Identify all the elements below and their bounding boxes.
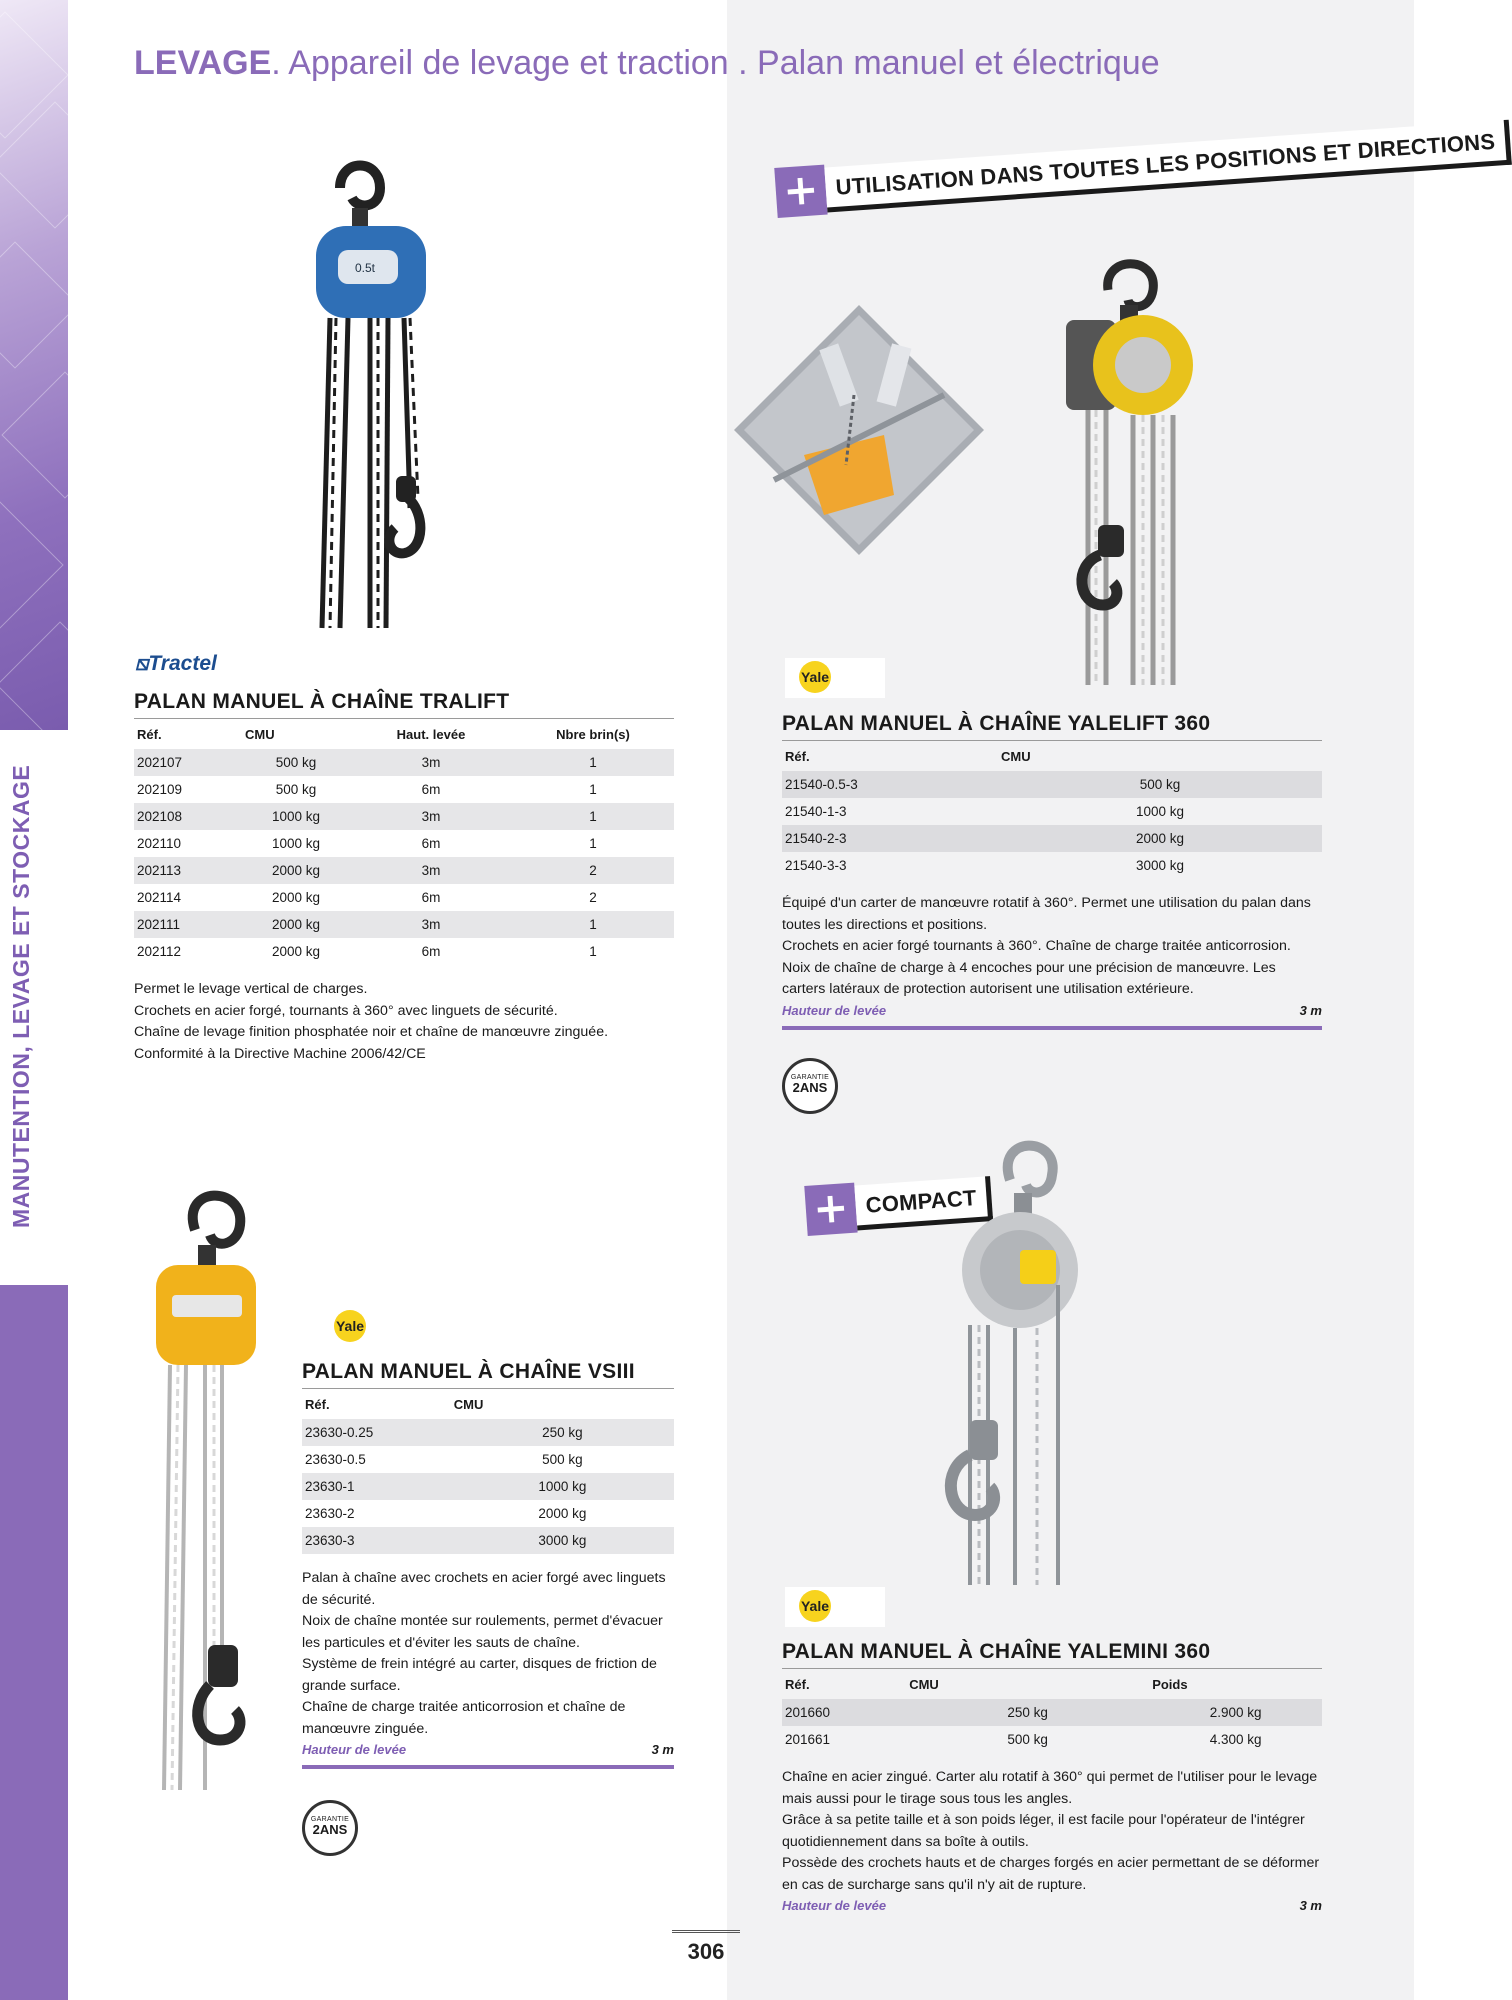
table-cell: 3m [350,803,512,830]
table-cell: 21540-2-3 [782,825,998,852]
table-cell: 2 [589,890,597,905]
product-tralift [134,690,674,1065]
yalemini-banner-text: COMPACT [854,1176,993,1230]
table-cell: 23630-3 [302,1527,451,1554]
section-divider [302,1765,674,1769]
yalelift-spec-table [782,743,1322,879]
vsiii-brand-logo [320,1307,420,1347]
table-cell: 202111 [134,911,242,938]
table-row [302,1473,674,1500]
yalelift-hoist-image [1058,255,1198,690]
col-ref: Réf. [305,1397,330,1412]
tralift-title: PALAN MANUEL À CHAÎNE TRALIFT [134,690,674,719]
table-cell: 500 kg [1007,1732,1048,1747]
table-row [782,852,1322,879]
desc-line: Palan à chaîne avec crochets en acier forgé avec linguets de sécurité. [302,1570,666,1608]
table-cell: 2.900 kg [1149,1699,1322,1726]
vsiii-hoist-image [150,1185,260,1795]
table-row [782,1699,1322,1726]
table-cell: 6m [421,836,441,851]
desc-line: Chaîne de levage finition phosphatée noir et chaîne de manœuvre zinguée. [134,1024,609,1040]
table-row [134,911,674,938]
col-height: Haut. levée [396,727,466,742]
table-cell: 3000 kg [1135,858,1185,873]
table-cell: 202109 [137,782,183,797]
table-cell: 3m [350,749,512,776]
product-vsiii [302,1360,674,1769]
table-cell: 1 [589,782,597,797]
desc-line: Permet le levage vertical de charges. [134,981,368,997]
table-cell: 1 [512,911,674,938]
warranty-line1: GARANTIE [790,1074,830,1081]
table-cell: 500 kg [242,749,350,776]
table-cell: 2000 kg [242,857,350,884]
page-title-subtitle: . Appareil de levage et traction . Palan manuel et électrique [271,44,1160,82]
table-cell: 202108 [134,803,242,830]
side-band [0,0,68,2000]
vsiii-warranty-badge [302,1800,358,1856]
desc-line: Chaîne de charge traitée anticorrosion et chaîne de manœuvre zinguée. [302,1699,626,1737]
table-cell: 23630-0.25 [302,1419,451,1446]
table-row [302,1419,674,1446]
vsiii-title: PALAN MANUEL À CHAÎNE VSIII [302,1360,674,1389]
vsiii-rows [302,1419,674,1554]
table-row [782,771,1322,798]
side-band-decoration [0,0,68,730]
table-cell: 500 kg [542,1452,583,1467]
table-row [134,830,674,857]
col-ref: Réf. [785,1677,810,1692]
col-cmu: CMU [1001,749,1031,764]
desc-line: Grâce à sa petite taille et à son poids léger, il est facile pour l'opérateur de l'intégrer quotidiennement dans sa boîte à outils. [782,1812,1305,1850]
height-label: Hauteur de levée [782,1002,887,1018]
desc-line: Possède des crochets hauts et de charges forgés en acier permettant de se déformer en cas de surcharge sans qu'il n'y ait de rupture. [782,1855,1320,1893]
table-cell: 201660 [782,1699,906,1726]
table-cell: 202110 [137,836,182,851]
yalemini-brand: Yale [799,1590,831,1622]
table-cell: 250 kg [906,1699,1149,1726]
vsiii-description [302,1568,674,1740]
table-cell: 2000 kg [242,911,350,938]
warranty-line1: GARANTIE [310,1816,350,1823]
table-cell: 6m [421,782,441,797]
yalemini-brand-logo [785,1587,885,1627]
table-cell: 2000 kg [271,890,321,905]
yalelift-height-row [782,1003,1322,1018]
tralift-brand: Tractel [148,652,217,675]
height-label: Hauteur de levée [302,1742,407,1757]
table-header-row [134,721,674,749]
yalelift-usage-photo [734,305,984,555]
yalemini-rows [782,1699,1322,1753]
table-cell: 202114 [137,890,182,905]
vsiii-height-row [302,1742,674,1757]
table-header-row [782,743,1322,771]
yalelift-title: PALAN MANUEL À CHAÎNE YALELIFT 360 [782,712,1322,741]
desc-line: Noix de chaîne de charge à 4 encoches pour une précision de manœuvre. Les carters latéraux de protection autorisent une utilisation extérieure. [782,959,1276,997]
table-row [134,884,674,911]
yalemini-spec-table [782,1671,1322,1753]
table-cell: 23630-2 [305,1506,355,1521]
yalelift-rows [782,771,1322,879]
table-cell: 3000 kg [451,1527,674,1554]
table-row [782,798,1322,825]
page-number: 306 [672,1930,740,1965]
table-cell: 3m [350,911,512,938]
table-cell: 1 [512,803,674,830]
yalemini-hoist-image [940,1135,1070,1590]
table-cell: 1000 kg [1135,804,1185,819]
page-title [134,44,1160,83]
table-row [782,825,1322,852]
table-cell: 23630-0.5 [305,1452,366,1467]
table-cell: 202107 [134,749,242,776]
desc-line: Noix de chaîne montée sur roulements, permet d'évacuer les particules et d'éviter les sauts de chaîne. [302,1613,663,1651]
table-row [134,749,674,776]
table-cell: 1000 kg [271,836,321,851]
table-cell: 201661 [785,1732,831,1747]
table-cell: 250 kg [451,1419,674,1446]
table-cell: 1000 kg [242,803,350,830]
desc-line: Conformité à la Directive Machine 2006/42/CE [134,1045,426,1062]
table-row [302,1500,674,1527]
yalelift-brand: Yale [799,661,831,693]
table-cell: 1 [589,836,597,851]
table-cell: 1000 kg [451,1473,674,1500]
col-ref: Réf. [137,727,162,742]
warranty-line2: 2ANS [792,1080,828,1095]
table-cell: 1 [512,749,674,776]
svg-text:0.5t: 0.5t [355,261,376,275]
table-cell: 3m [350,857,512,884]
col-strands: Nbre brin(s) [556,727,630,742]
tralift-description [134,979,674,1065]
table-row [134,857,674,884]
tralift-spec-table [134,721,674,965]
col-weight: Poids [1152,1677,1188,1692]
height-label: Hauteur de levée [782,1898,887,1913]
product-yalelift [782,712,1322,1030]
yalelift-brand-logo [785,658,885,698]
desc-line: Système de frein intégré au carter, disques de friction de grande surface. [302,1656,657,1694]
table-cell: 21540-1-3 [785,804,847,819]
table-cell: 500 kg [275,782,317,797]
table-cell: 23630-1 [302,1473,451,1500]
vsiii-brand: Yale [334,1310,366,1342]
table-header-row [782,1671,1322,1699]
table-cell: 202112 [137,944,182,959]
col-ref: Réf. [785,749,810,764]
table-header-row [302,1391,674,1419]
yalemini-height-row [782,1898,1322,1913]
tractel-logo-icon: ⧅ [135,652,149,675]
col-cmu: CMU [453,1397,484,1412]
tralift-rows [134,749,674,965]
height-value: 3 m [1299,1898,1322,1913]
plus-icon: + [774,165,827,218]
table-row [782,1726,1322,1753]
yalelift-warranty-badge [782,1058,838,1114]
desc-line: Chaîne en acier zingué. Carter alu rotatif à 360° qui permet de l'utiliser pour le levage mais aussi pour le tirage sous tous les angles. [782,1769,1318,1807]
vsiii-spec-table [302,1391,674,1554]
table-cell: 1 [589,944,597,959]
col-cmu: CMU [909,1677,939,1692]
table-cell: 2 [512,857,674,884]
table-cell: 21540-3-3 [785,858,847,873]
table-cell: 6m [421,890,441,905]
table-row [134,803,674,830]
table-row [302,1446,674,1473]
desc-line: Crochets en acier forgé tournants à 360°. Chaîne de charge traitée anticorrosion. [782,938,1291,954]
table-cell: 500 kg [998,771,1322,798]
table-cell: 2000 kg [998,825,1322,852]
tralift-hoist-image [300,158,440,633]
yalemini-title: PALAN MANUEL À CHAÎNE YALEMINI 360 [782,1640,1322,1669]
yalemini-description [782,1767,1322,1896]
table-row [134,938,674,965]
warranty-line2: 2ANS [312,1822,348,1837]
col-cmu: CMU [245,727,275,742]
table-cell: 4.300 kg [1209,1732,1262,1747]
table-cell: 202113 [134,857,242,884]
yalelift-description [782,893,1322,1001]
desc-line: Crochets en acier forgé, tournants à 360° avec linguets de sécurité. [134,1002,558,1019]
product-yalemini [782,1640,1322,1913]
desc-line: Équipé d'un carter de manœuvre rotatif à 360°. Permet une utilisation du palan dans toutes les directions et positions. [782,895,1311,933]
height-value: 3 m [1299,1002,1322,1018]
table-row [302,1527,674,1554]
table-row [134,776,674,803]
table-cell: 6m [421,944,441,959]
section-side-label: MANUTENTION, LEVAGE ET STOCKAGE [8,764,34,1228]
table-cell: 2000 kg [271,944,321,959]
table-cell: 2000 kg [538,1506,587,1521]
height-value: 3 m [651,1742,674,1757]
section-divider [782,1026,1322,1030]
plus-icon: + [804,1183,857,1236]
page-title-category: LEVAGE [134,44,272,82]
table-cell: 21540-0.5-3 [782,771,998,798]
tractel-brand-logo [135,652,217,676]
yalelift-banner-text: UTILISATION DANS TOUTES LES POSITIONS ET DIRECTIONS [824,119,1511,212]
